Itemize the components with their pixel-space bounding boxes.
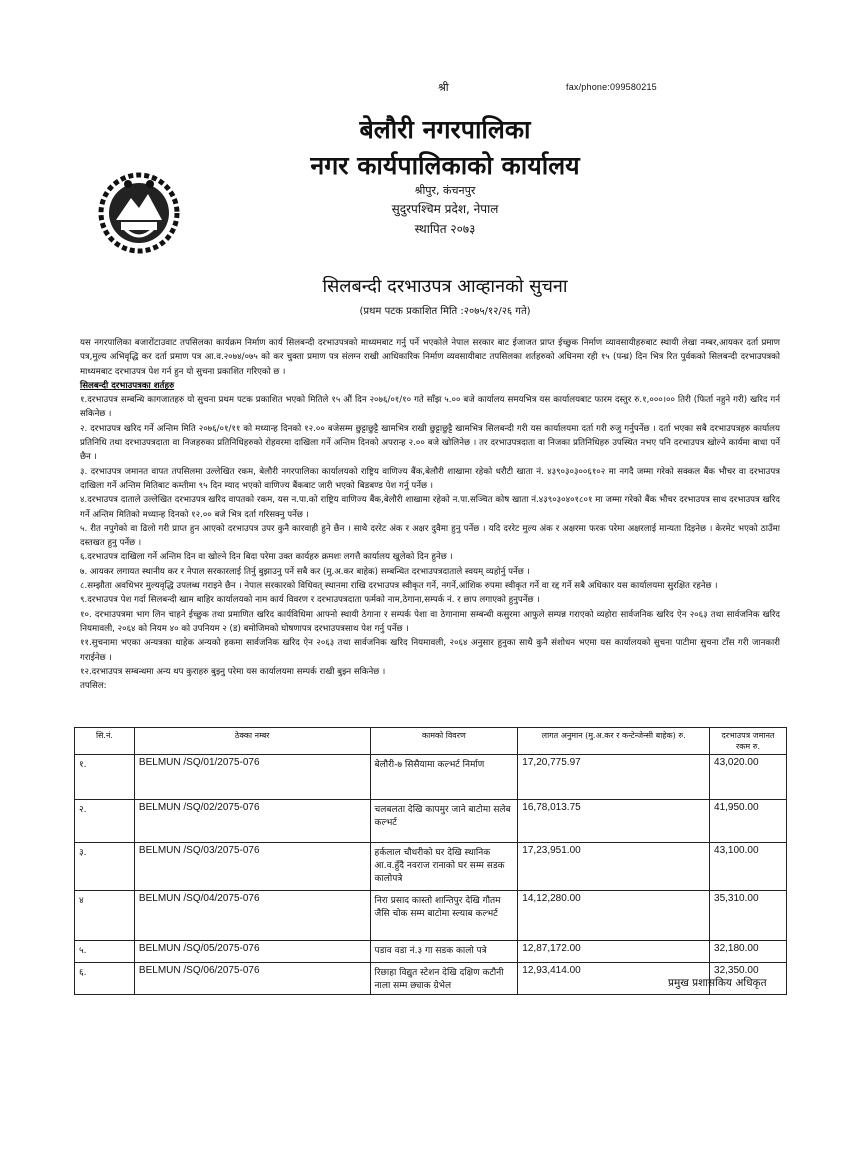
cell-contract: BELMUN /SQ/06/2075-076: [134, 963, 370, 995]
cell-description: निरा प्रसाद कास्तो शान्तिपुर देखि गौतम जैसि चोक सम्म बाटोमा स्ल्याब कल्भर्ट: [370, 891, 518, 941]
condition-item: २. दरभाउपत्र खरिद गर्ने अन्तिम मिति २०७६/०१/११ को मध्यान्ह दिनको १२.०० बजेसम्म छुट्टाछुट्टै खामभित्र राखी छुट्टाछुट्टै खामभित्र सिलबन्दी गरी यस कार्यालयमा दर्ता गरी रुजु गर्नुपर्नेछ । दर्ता भएका सबै दरभाउपत्रहरु कार्यालय प्रतिनिधि तथा दरभाउपत्रदाता वा निजहरुका प्रतिनिधिहरुको रोहवरमा दाखिला गर्ने अन्तिम दिनको अपरान्ह २.०० बजे खोलिनेछ । तर दरभाउपत्रदाता वा निजका प्रतिनिधिहरु उपस्थित नभए पनि दरभाउपत्र खोल्ने कार्यमा बाधा पर्ने छैन ।: [80, 423, 780, 463]
table-row: [75, 800, 787, 843]
table-row: [75, 941, 787, 963]
established: स्थापित २०७३: [414, 222, 476, 236]
cell-contract: BELMUN /SQ/04/2075-076: [134, 891, 370, 941]
condition-item: ११.सुचनामा भएका अन्यत्रका थाहेक अन्यको हकमा सार्वजनिक खरिद ऐन २०६३ तथा सार्वजनिक खरिद नियमावली, २०६४ अनुसार हुनुका साथै कुनै संशोधन भएमा यस कार्यालयको सुचना पाटीमा सुचना टाँस गरी जानकारी गराईनेछ ।: [80, 638, 780, 663]
cell-description: रिछाहा विद्युत स्टेशन देखि दक्षिण कटौनी नाला सम्म छ्याक ग्रेभेल: [370, 963, 518, 995]
cell-cost: 14,12,280.00: [518, 891, 710, 941]
condition-item: ६.दरभाउपत्र दाखिला गर्ने अन्तिम दिन वा खोल्ने दिन बिदा परेमा उक्त कार्यहरु क्रमशः लगत्तै कार्यालय खुलेको दिन हुनेछ ।: [80, 552, 453, 563]
address-line2: सुदुरपश्चिम प्रदेश, नेपाल: [391, 202, 499, 216]
cell-cost: 16,78,013.75: [518, 800, 710, 843]
condition-item: १.दरभाउपत्र सम्बन्धि कागजातहरु यो सुचना प्रथम पटक प्रकाशित भएको मितिले १५ औं दिन २०७६/०१/१० गते साँझ ५.०० बजे कार्यालय समयभित्र यस कार्यालयबाट फारम दस्तुर रु.१,०००।०० तिरी (फिर्ता नहुने गरी) खरिद गर्न सकिनेछ ।: [80, 395, 780, 420]
cell-cost: 12,87,172.00: [518, 941, 710, 963]
condition-item: ५. रीत नपुगेको वा ढिलो गरी प्राप्त हुन आएको दरभाउपत्र उपर कुनै कारवाही हुने छैन । साथै दररेट अंक र अक्षर दुवैमा हुनु पर्नेछ । यदि दररेट मुल्य अंक र अक्षरमा फरक परेमा अक्षरलाई मान्यता दिइनेछ । केरमेट भएको ठाउँमा दस्तखत हुनु पर्नेछ ।: [80, 523, 780, 549]
cell-bond: 43,020.00: [710, 755, 787, 800]
cell-cost: 17,23,951.00: [518, 843, 710, 891]
cell-sn: ४: [75, 891, 135, 941]
notice-title: सिलबन्दी दरभाउपत्र आव्हानको सुचना: [322, 276, 568, 297]
conditions-heading: सिलबन्दी दरभाउपत्रका शर्तहरु: [80, 380, 175, 391]
cell-cost: 12,93,414.00: [518, 963, 710, 995]
cell-bond: 32,180.00: [710, 941, 787, 963]
cell-contract: BELMUN /SQ/03/2075-076: [134, 843, 370, 891]
cell-sn: १.: [75, 755, 135, 800]
cell-contract: BELMUN /SQ/01/2075-076: [134, 755, 370, 800]
header-sn: सि.नं.: [75, 728, 135, 755]
header-cost: लागत अनुमान (मु.अ.कर र कन्टेन्जेन्सी बाहेक) रु.: [518, 728, 710, 755]
cell-bond: 35,310.00: [710, 891, 787, 941]
org-name: बेलौरी नगरपालिका: [359, 115, 531, 144]
table-label: तपसिल:: [80, 681, 107, 692]
table-row: [75, 891, 787, 941]
table-row: [75, 843, 787, 891]
cell-contract: BELMUN /SQ/05/2075-076: [134, 941, 370, 963]
header-bond: दरभाउपत्र जमानत रकम रु.: [710, 728, 787, 755]
cell-bond: 32,350.00: [710, 963, 787, 995]
cell-description: बेलौरी-७ सिसैयामा कल्भर्ट निर्माण: [370, 755, 518, 800]
notice-subtitle: (प्रथम पटक प्रकाशित मिति :२०७५/१२/२६ गते): [359, 306, 531, 317]
cell-description: चलबलता देखि कापमुर जाने बाटोमा सलेब कल्भर्ट: [370, 800, 518, 843]
table-row: [75, 755, 787, 800]
cell-sn: ६.: [75, 963, 135, 995]
signature-title: प्रमुख प्रशासकिय अधिकृत: [668, 977, 767, 989]
fax-phone: fax/phone:099580215: [566, 82, 657, 92]
cell-sn: ३.: [75, 843, 135, 891]
notice-body: [80, 336, 780, 693]
cell-cost: 17,20,775.97: [518, 755, 710, 800]
bid-table: [74, 727, 787, 995]
cell-sn: २.: [75, 800, 135, 843]
cell-description: हर्कलाल चौधरीको घर देखि स्थानिक आ.व.हुँदै नवराज रानाको घर सम्म सडक कालोपत्रे: [370, 843, 518, 891]
condition-item: ४.दरभाउपत्र दाताले उल्लेखित दरभाउपत्र खरिद वापतको रकम, यस न.पा.को राष्ट्रिय वाणिज्य बैंक,बेलौरी शाखामा रहेको न.पा.सञ्चित कोष खाता नं.४३९०३०४०१८०१ मा जम्मा गरेको बैंक भौचर दरभाउपत्र साथ दरभाउपत्र खरिद गर्ने अन्तिम मितिको मध्यान्ह दिनको १२.०० बजे भित्र दर्ता गरिसक्नु पर्नेछ ।: [80, 495, 780, 520]
condition-item: ३. दरभाउपत्र जमानत वापत तपसिलमा उल्लेखित रकम, बेलौरी नगरपालिका कार्यालयको राष्ट्रिय वाणिज्य बैंक,बेलौरी शाखामा रहेको धरौटी खाता नं. ४३९०३०३००६१०२ मा नगदै जम्मा गरेको सक्कल बैंक भौचर वा दरभाउपत्र दाखिला गर्ने अन्तिम मितिबाट कम्तीमा ९५ दिन म्याद भएको वाणिज्य बैंकबाट जारी भएको बिडबण्ड पेश गर्नु पर्नेछ ।: [80, 466, 780, 491]
condition-item: १२.दरभाउपत्र सम्बन्धमा अन्य थप कुराहरु बुझ्नु परेमा यस कार्यालयमा सम्पर्क राखी बुझ्न सकिनेछ ।: [80, 666, 386, 677]
condition-item: १०. दरभाउपत्रमा भाग लिन चाहने ईच्छुक तथा प्रमाणित खरिद कार्यविधिमा आफ्नो स्थायी ठेगाना र सम्पर्क पेशा वा ठेगानामा सम्बन्धी कसुरमा आफुले सम्पन्न गराएको व्यहोरा सार्वजनिक खरिद ऐन २०६३ तथा सार्वजनिक खरिद नियमावली, २०६४ को नियम ४० को उपनियम २ (ड) बमोजिमको घोषणापत्र दरभाउपत्रसाथ पेश गर्नु पर्नेछ ।: [80, 609, 780, 634]
condition-item: ७. आयकर लगायत स्थानीय कर र नेपाल सरकारलाई तिर्नु बुझाउनु पर्ने सबै कर (मु.अ.कर बाहेक) सम्बन्धित दरभाउपत्रदाताले स्वयम् व्यहोर्नु पर्नेछ ।: [80, 566, 530, 577]
shree-text: श्री: [438, 81, 449, 94]
address-line1: श्रीपुर, कंचनपुर: [414, 184, 476, 197]
table-header-row: [75, 728, 787, 755]
cell-description: पडाव वडा नं.३ गा सडक कालो पत्रे: [370, 941, 518, 963]
cell-bond: 41,950.00: [710, 800, 787, 843]
header-contract: ठेक्का नम्बर: [134, 728, 370, 755]
intro-paragraph: यस नगरपालिका बजारोंटाउवाट तपसिलका कार्यक्रम निर्माण कार्य सिलबन्दी दरभाउपत्रको माध्यमबाट गर्नु पर्ने भएकोले नेपाल सरकार बाट ईजाजत प्राप्त ईच्छुक निर्माण व्यावसायीहरुबाट स्थायी लेखा नम्बर,आयकर दर्ता प्रमाण पत्र,मुल्य अभिवृद्धि कर दर्ता प्रमाण पत्र आ.व.२०७४/०७५ को कर चुक्ता प्रमाण पत्र संलग्न राखी आधिकारिक निर्माण व्यवसायीबाट तपसिलका शर्तहरुको अधिनमा रही १५ (पन्ध्र) दिन भित्र रित पुर्वकको सिलबन्दी दरभाउपत्रको माध्यमबाट दरभाउपत्र पेश गर्न हुन यो सुचना प्रकाशित गरिएको छ ।: [80, 338, 780, 377]
condition-item: ८.सम्झौता अवधिभर मुल्यवृद्धि उपलब्ध गराइने छैन । नेपाल सरकारको विधिवत् स्थानमा राखि दरभाउपत्र स्वीकृत गर्ने, नगर्ने,आंशिक रुपमा स्वीकृत गर्ने वा रद्द गर्ने सबै अधिकार यस कार्यालयमा सुरक्षित रहनेछ ।: [80, 581, 718, 592]
header-description: कामको विवरण: [370, 728, 518, 755]
condition-item: ९.दरभाउपत्र पेश गर्दा सिलबन्दी खाम बाहिर कार्यालयको नाम कार्य विवरण र दरभाउपत्रदाता फर्मको नाम,ठेगाना,सम्पर्क नं. र छाप लगाएको हुनुपर्नेछ ।: [80, 595, 540, 606]
office-name: नगर कार्यपालिकाको कार्यालय: [310, 151, 580, 180]
cell-sn: ५.: [75, 941, 135, 963]
cell-contract: BELMUN /SQ/02/2075-076: [134, 800, 370, 843]
cell-bond: 43,100.00: [710, 843, 787, 891]
